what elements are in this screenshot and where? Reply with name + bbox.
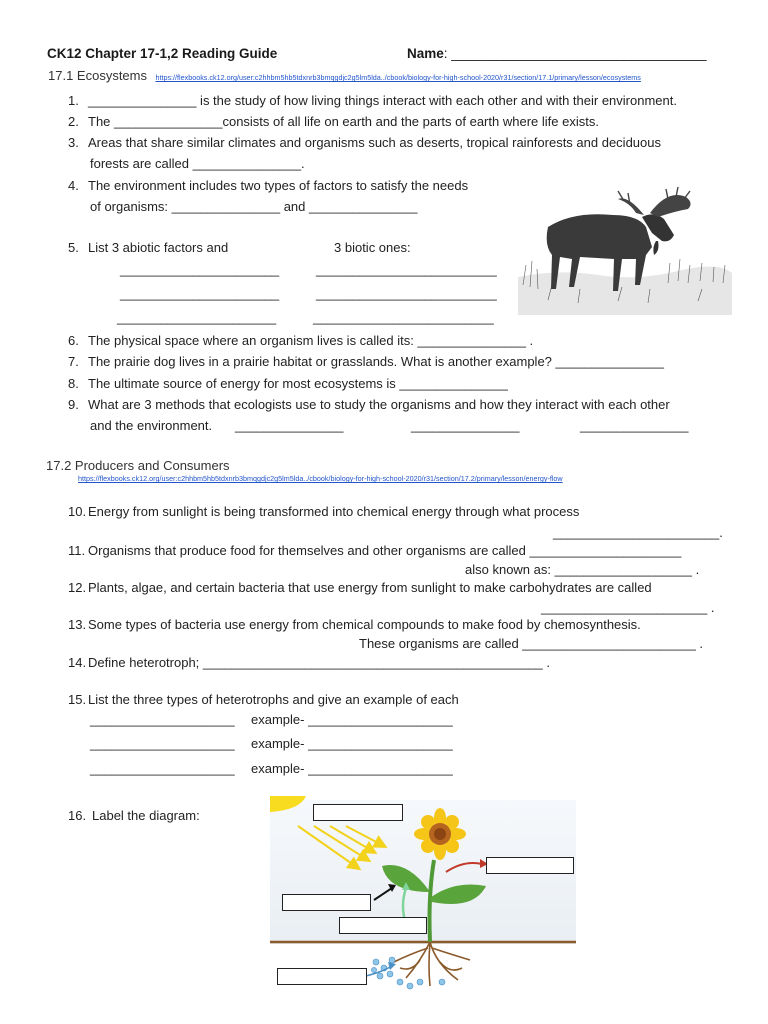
section-heading: 17.1 Ecosystems xyxy=(48,68,147,83)
section-link[interactable]: https://flexbooks.ck12.org/user:c2hhbm5hb5tdxnrb3bmqgdjc2g5lm5lda../cbook/biology-for-high-school-2020/r31/section/17.1/primary/lesson/ecosystems xyxy=(155,73,641,82)
label-box-oxygen[interactable] xyxy=(486,857,574,874)
question-12-blank[interactable]: _______________________ . xyxy=(541,600,715,615)
example-blank-1[interactable]: example- ____________________ xyxy=(251,712,453,727)
question-11-cont: also known as: ___________________ . xyxy=(465,562,700,577)
biotic-blank-1[interactable]: _________________________ xyxy=(316,262,497,277)
abiotic-blank-2[interactable]: ______________________ xyxy=(120,286,280,301)
name-field[interactable] xyxy=(407,46,707,61)
name-label: Name xyxy=(407,46,444,61)
heterotroph-blank-3[interactable]: ____________________ xyxy=(90,761,235,776)
question-8: 8. The ultimate source of energy for most ecosystems is _______________ xyxy=(68,376,508,391)
question-7: 7. The prairie dog lives in a prairie habitat or grasslands. What is another example? _______________ xyxy=(68,354,664,369)
question-4-cont: of organisms: _______________ and _______________ xyxy=(90,199,418,214)
abiotic-blank-3[interactable]: ______________________ xyxy=(117,310,277,325)
section-2-link[interactable]: https://flexbooks.ck12.org/user:c2hhbm5hb5tdxnrb3bmqgdjc2g5lm5lda../cbook/biology-for-high-school-2020/r31/section/17.2/primary/lesson/energy-flow xyxy=(78,474,563,483)
question-4: 4. The environment includes two types of factors to satisfy the needs xyxy=(68,178,469,193)
biotic-blank-3[interactable]: _________________________ xyxy=(313,310,494,325)
question-5: 5. List 3 abiotic factors and xyxy=(68,240,229,255)
question-2: 2. The _______________consists of all life on earth and the parts of earth where life exists. xyxy=(68,114,599,129)
question-1: 1. _______________ is the study of how living things interact with each other and with their environment. xyxy=(68,93,677,108)
question-3: 3. Areas that share similar climates and organisms such as deserts, tropical rainforests and deciduous xyxy=(68,135,661,150)
name-blank: : __________________________________ xyxy=(443,46,707,61)
method-blank-3[interactable]: _______________ xyxy=(580,418,689,433)
heterotroph-blank-2[interactable]: ____________________ xyxy=(90,736,235,751)
label-box-glucose[interactable] xyxy=(339,917,427,934)
example-blank-2[interactable]: example- ____________________ xyxy=(251,736,453,751)
question-12: 12. Plants, algae, and certain bacteria that use energy from sunlight to make carbohydrates are called xyxy=(68,580,652,595)
heterotroph-blank-1[interactable]: ____________________ xyxy=(90,712,235,727)
example-blank-3[interactable]: example- ____________________ xyxy=(251,761,453,776)
question-13-cont: These organisms are called ________________________ . xyxy=(359,636,704,651)
question-9-cont: and the environment. xyxy=(90,418,213,433)
question-16: 16. Label the diagram: xyxy=(68,808,200,823)
question-3-cont: forests are called _______________. xyxy=(90,156,305,171)
label-box-carbon-dioxide[interactable] xyxy=(282,894,371,911)
question-9: 9. What are 3 methods that ecologists use to study the organisms and how they interact with each other xyxy=(68,397,670,412)
method-blank-2[interactable]: _______________ xyxy=(411,418,520,433)
question-10-blank[interactable]: _______________________. xyxy=(553,525,723,540)
question-10: 10. Energy from sunlight is being transformed into chemical energy through what process xyxy=(68,504,580,519)
question-11: 11. Organisms that produce food for themselves and other organisms are called _____________________ xyxy=(68,543,682,558)
label-box-water[interactable] xyxy=(277,968,367,985)
method-blank-1[interactable]: _______________ xyxy=(235,418,344,433)
section-17-2-heading: 17.2 Producers and Consumers xyxy=(46,458,230,473)
question-15: 15. List the three types of heterotrophs and give an example of each xyxy=(68,692,459,707)
question-5-right: 3 biotic ones: xyxy=(334,240,411,255)
question-13: 13. Some types of bacteria use energy from chemical compounds to make food by chemosynthesis. xyxy=(68,617,641,632)
question-14: 14. Define heterotroph; _______________________________________________ . xyxy=(68,655,550,670)
section-17-1-header xyxy=(48,67,641,85)
moose-illustration xyxy=(518,185,732,315)
page-title: CK12 Chapter 17-1,2 Reading Guide xyxy=(47,46,278,61)
label-box-sunlight[interactable] xyxy=(313,804,403,821)
question-6: 6. The physical space where an organism lives is called its: _______________ . xyxy=(68,333,534,348)
abiotic-blank-1[interactable]: ______________________ xyxy=(120,262,280,277)
biotic-blank-2[interactable]: _________________________ xyxy=(316,286,497,301)
